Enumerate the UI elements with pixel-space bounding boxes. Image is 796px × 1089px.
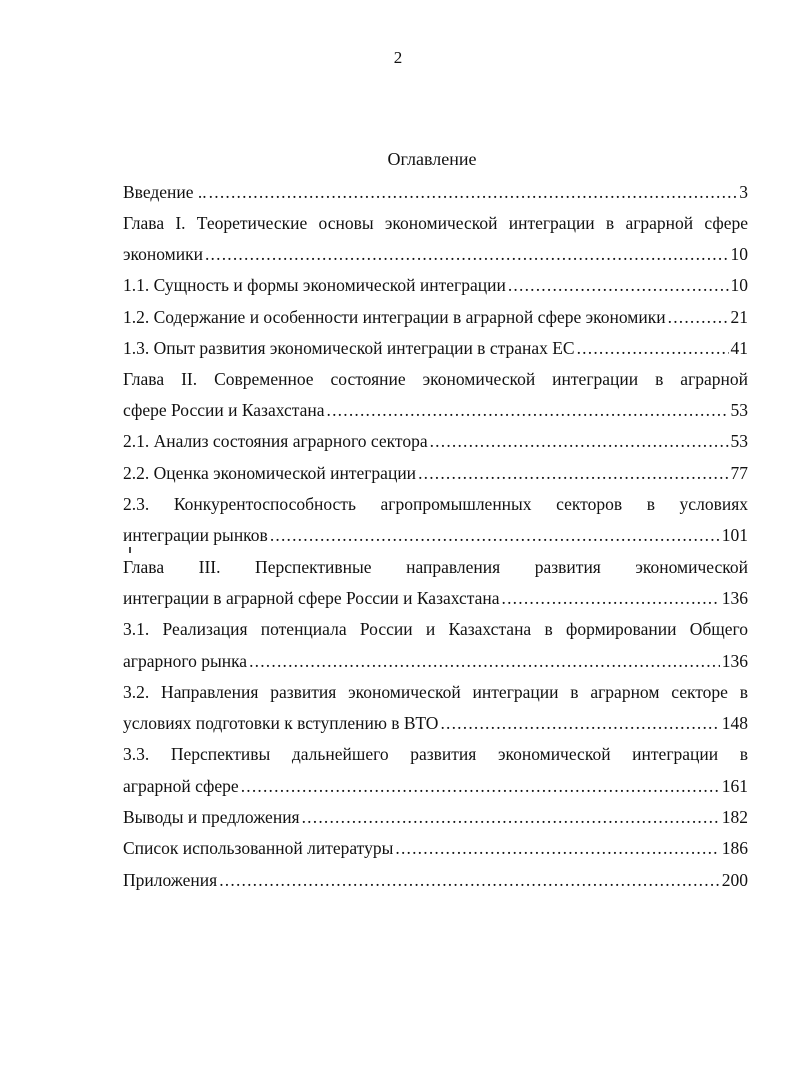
toc-entry-page: 53 [730, 431, 748, 451]
toc-entry-page: 136 [721, 588, 748, 608]
toc-entry-3-2-heading: 3.2. Направления развития экономической интеграции в аграрном секторе в [123, 682, 748, 702]
dot-leader [219, 868, 720, 892]
toc-entry-conclusions [123, 805, 748, 829]
dot-leader [209, 180, 738, 204]
toc-entry-text: 1.2. Содержание и особенности интеграции в аграрной сфере экономики [123, 307, 666, 327]
page-number: 2 [393, 48, 403, 67]
dot-leader [440, 711, 719, 735]
toc-entry-3-2 [123, 711, 748, 735]
toc-entry-page: 148 [721, 713, 748, 733]
toc-entry-page: 77 [730, 463, 748, 483]
dot-leader [508, 273, 729, 297]
toc-entry-page: 3 [739, 182, 748, 202]
toc-entry-chapter-1 [123, 242, 748, 266]
toc-entry-text: экономики [123, 244, 203, 264]
toc-entry-chapter-2 [123, 398, 748, 422]
dot-leader [327, 398, 729, 422]
toc-entry-page: 21 [730, 307, 748, 327]
toc-entry-text: Введение .. [123, 182, 207, 202]
dot-leader [249, 649, 720, 673]
dot-leader [430, 429, 729, 453]
toc-entry-2-3 [123, 523, 748, 547]
toc-entry-2-2 [123, 461, 748, 485]
toc-entry-text: 1.3. Опыт развития экономической интеграции в странах ЕС [123, 338, 575, 358]
toc-entry-3-3-heading: 3.3. Перспективы дальнейшего развития экономической интеграции в [123, 744, 748, 764]
toc-entry-2-3-heading: 2.3. Конкурентоспособность агропромышленных секторов в условиях [123, 494, 748, 514]
toc-entry-text: 2.2. Оценка экономической интеграции [123, 463, 417, 483]
toc-chapter-3-heading: Глава III. Перспективные направления развития экономической [123, 557, 748, 577]
toc-entry-1-3 [123, 336, 748, 360]
toc-entry-page: 53 [730, 400, 748, 420]
dot-leader [668, 305, 729, 329]
toc-entry-text: 1.1. Сущность и формы экономической интеграции [123, 275, 506, 295]
toc-entry-page: 200 [721, 870, 748, 890]
toc-entry-2-1 [123, 429, 748, 453]
toc-entry-text: интеграции в аграрной сфере России и Казахстана [123, 588, 500, 608]
toc-entry-text: Список использованной литературы [123, 838, 394, 858]
dot-leader [241, 774, 720, 798]
toc-entry-1-1 [123, 273, 748, 297]
dot-leader [395, 836, 719, 860]
toc-title: Оглавление [387, 149, 477, 169]
toc-entry-1-2 [123, 305, 748, 329]
toc-entry-appendices [123, 868, 748, 892]
toc-entry-page: 41 [730, 338, 748, 358]
toc-entry-chapter-3 [123, 586, 748, 610]
dot-leader [577, 336, 729, 360]
scan-mark [129, 547, 131, 553]
toc-chapter-1-heading: Глава I. Теоретические основы экономической интеграции в аграрной сфере [123, 213, 748, 233]
dot-leader [418, 461, 728, 485]
dot-leader [270, 523, 720, 547]
toc-entry-3-3 [123, 774, 748, 798]
toc-entry-text: интеграции рынков [123, 525, 268, 545]
dot-leader [205, 242, 729, 266]
dot-leader [302, 805, 720, 829]
toc-chapter-2-heading: Глава II. Современное состояние экономической интеграции в аграрной [123, 369, 748, 389]
toc-entry-page: 182 [721, 807, 748, 827]
toc-entry-3-1 [123, 649, 748, 673]
toc-entry-text: сфере России и Казахстана [123, 400, 325, 420]
toc-entry-3-1-heading: 3.1. Реализация потенциала России и Казахстана в формировании Общего [123, 619, 748, 639]
toc-entry-text: Приложения [123, 870, 218, 890]
toc-entry-text: аграрной сфере [123, 776, 239, 796]
toc-entry-page: 10 [730, 244, 748, 264]
toc-entry-text: Выводы и предложения [123, 807, 300, 827]
toc-entry-text: условиях подготовки к вступлению в ВТО [123, 713, 439, 733]
toc-entry-page: 186 [721, 838, 748, 858]
toc-entry-page: 161 [721, 776, 748, 796]
toc-entry-page: 10 [730, 275, 748, 295]
toc-entry-text: аграрного рынка [123, 651, 248, 671]
toc-entry-intro [123, 180, 748, 204]
toc-entry-page: 136 [721, 651, 748, 671]
dot-leader [502, 586, 720, 610]
toc-entry-text: 2.1. Анализ состояния аграрного сектора [123, 431, 428, 451]
toc-entry-page: 101 [721, 525, 748, 545]
toc-entry-bibliography [123, 836, 748, 860]
